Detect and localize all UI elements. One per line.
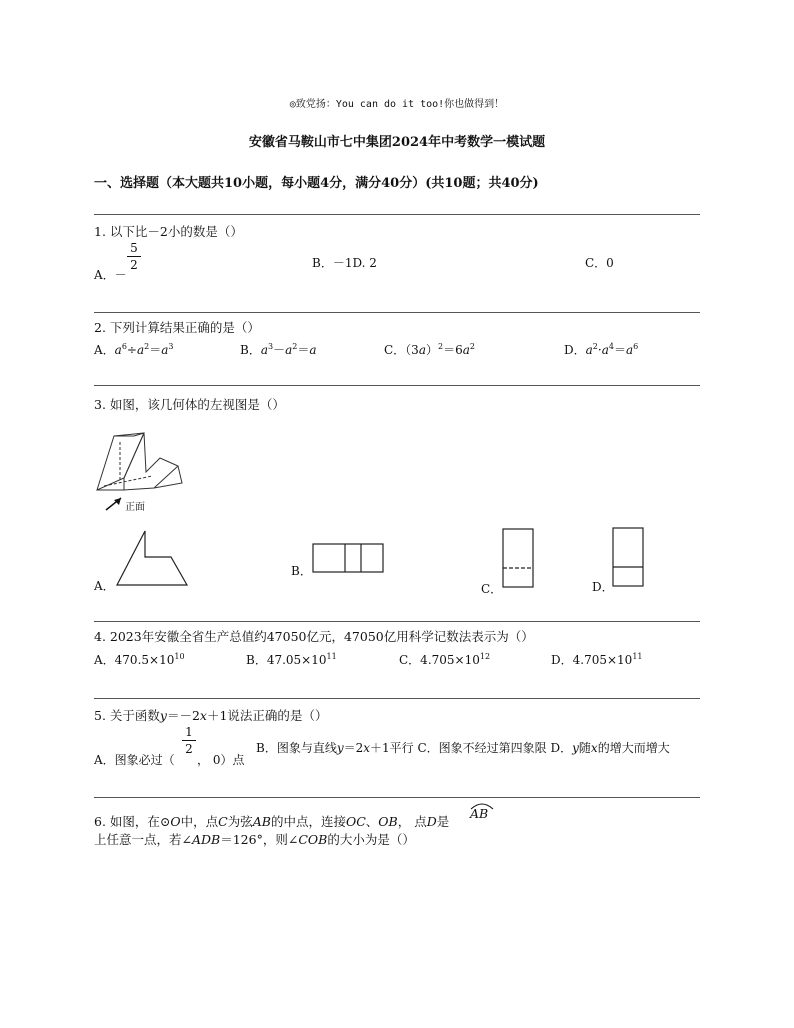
q3-option-c-figure <box>502 528 536 590</box>
q3-option-a[interactable]: A． <box>94 579 115 593</box>
page-title: 安徽省马鞍山市七中集团2024年中考数学一模试题 <box>248 135 546 150</box>
q4-option-a[interactable]: A．$470.5\times 10^{10}$ <box>94 652 185 667</box>
q4-option-d[interactable]: D．$4.705\times 10^{11}$ <box>551 652 643 667</box>
q1-option-a-prefix[interactable]: A．－ <box>94 268 127 282</box>
divider <box>94 621 700 622</box>
divider <box>94 385 700 386</box>
q1-option-b[interactable]: B．－1D. 2 <box>312 256 377 270</box>
fraction-numerator: 5 <box>130 241 138 255</box>
arc-text: AB <box>470 806 489 821</box>
q2-option-d[interactable]: D．$a^2\cdot a^4=a^6$ <box>564 342 639 357</box>
q5-option-a-fraction <box>182 725 196 756</box>
fraction-numerator: 1 <box>185 725 193 739</box>
front-label: 正面 <box>125 502 145 513</box>
section-heading: 一、选择题（本大题共10小题，每小题4分，满分40分）(共10题；共40分) <box>94 176 539 191</box>
q6-line2: 上任意一点，若∠ADB＝126°，则∠COB的大小为是（） <box>94 832 415 847</box>
q2-option-a[interactable]: A．$a^6\div a^2=a^3$ <box>94 342 174 357</box>
q3-option-a-figure <box>115 527 195 587</box>
q6-line1: 6. 如图，在⊙O中，点C为弦AB的中点，连接OC、OB， 点D是 <box>94 814 450 829</box>
arc-mark <box>470 802 494 810</box>
q4-option-c[interactable]: C．$4.705\times 10^{12}$ <box>399 652 491 667</box>
q4-stem: 4. 2023年安徽全省生产总值约47050亿元，47050亿用科学记数法表示为（） <box>94 629 534 644</box>
q4-option-b[interactable]: B．$47.05\times 10^{11}$ <box>246 652 337 667</box>
q6-arc-label <box>470 806 488 821</box>
divider <box>94 797 700 798</box>
q3-stem: 3. 如图，该几何体的左视图是（） <box>94 397 285 412</box>
q3-option-c[interactable]: C． <box>481 582 503 596</box>
divider <box>94 214 700 215</box>
q1-option-a-fraction <box>127 241 141 272</box>
q1-stem: 1. 以下比－2小的数是（） <box>94 224 243 239</box>
fraction-denominator: 2 <box>130 258 138 272</box>
q5-option-a-suffix: ， 0）点 <box>197 753 245 767</box>
divider <box>94 698 700 699</box>
fraction-denominator: 2 <box>185 742 193 756</box>
q5-stem: 5. 关于函数y＝－2x＋1说法正确的是（） <box>94 708 328 723</box>
q2-stem: 2. 下列计算结果正确的是（） <box>94 320 260 335</box>
q3-option-b[interactable]: B． <box>291 564 312 578</box>
fraction-bar <box>182 740 196 741</box>
q2-option-b[interactable]: B．$a^3-a^2=a$ <box>240 342 317 357</box>
q2-option-c[interactable]: C．$(3a)^2=6a^2$ <box>384 342 475 357</box>
q5-option-a-prefix[interactable]: A．图象必过（ <box>94 753 175 767</box>
q3-option-d[interactable]: D． <box>592 580 614 594</box>
q5-options-bcd[interactable]: B．图象与直线y＝2x＋1平行 C．图象不经过第四象限 D．y随x的增大而增大 <box>256 741 670 755</box>
divider <box>94 312 700 313</box>
motto: ◎致党扬：You can do it too!你也做得到！ <box>289 99 505 110</box>
q1-option-c[interactable]: C．0 <box>585 256 614 270</box>
fraction-bar <box>127 256 141 257</box>
q3-option-b-figure <box>312 543 387 575</box>
q3-option-d-figure <box>612 527 646 589</box>
